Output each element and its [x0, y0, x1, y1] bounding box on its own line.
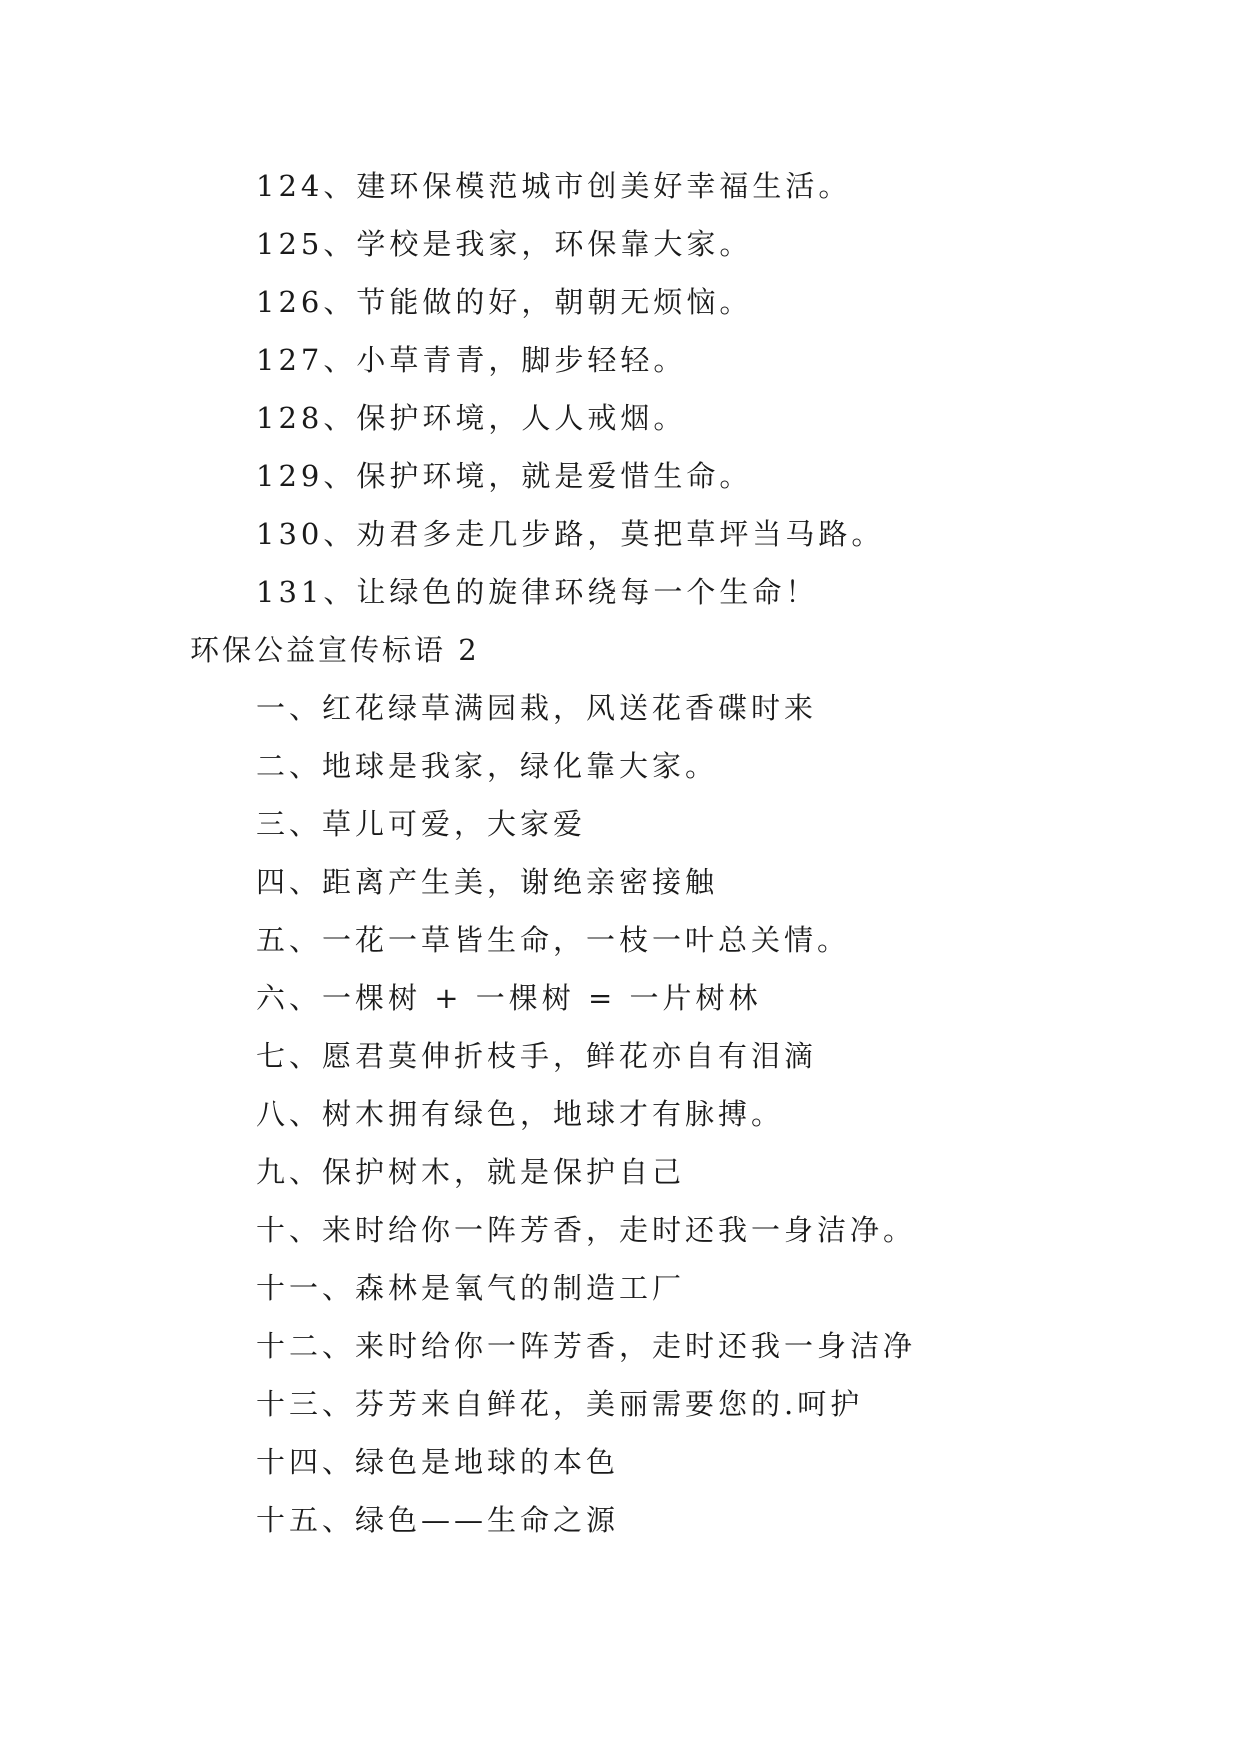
slogan-item-1: 一、红花绿草满园栽，风送花香碟时来 [256, 691, 818, 725]
section-heading: 环保公益宣传标语 2 [190, 633, 480, 667]
slogan-item-15: 十五、绿色——生命之源 [256, 1503, 620, 1537]
slogan-item-11: 十一、森林是氧气的制造工厂 [256, 1271, 686, 1305]
slogan-item-14: 十四、绿色是地球的本色 [256, 1445, 620, 1479]
slogan-item-9: 九、保护树木，就是保护自己 [256, 1155, 686, 1189]
slogan-item-130: 130、劝君多走几步路，莫把草坪当马路。 [256, 517, 885, 551]
slogan-item-2: 二、地球是我家，绿化靠大家。 [256, 749, 719, 783]
slogan-item-129: 129、保护环境，就是爱惜生命。 [256, 459, 753, 493]
slogan-item-12: 十二、来时给你一阵芳香，走时还我一身洁净 [256, 1329, 917, 1363]
slogan-item-3: 三、草儿可爱，大家爱 [256, 807, 587, 841]
slogan-item-124: 124、建环保模范城市创美好幸福生活。 [256, 169, 852, 203]
slogan-item-10: 十、来时给你一阵芳香，走时还我一身洁净。 [256, 1213, 917, 1247]
slogan-item-128: 128、保护环境，人人戒烟。 [256, 401, 687, 435]
slogan-item-8: 八、树木拥有绿色，地球才有脉搏。 [256, 1097, 785, 1131]
slogan-item-131: 131、让绿色的旋律环绕每一个生命！ [256, 575, 819, 609]
slogan-item-6: 六、一棵树 + 一棵树 = 一片树林 [256, 981, 762, 1015]
slogan-item-125: 125、学校是我家，环保靠大家。 [256, 227, 753, 261]
slogan-item-7: 七、愿君莫伸折枝手，鲜花亦自有泪滴 [256, 1039, 818, 1073]
slogan-item-5: 五、一花一草皆生命，一枝一叶总关情。 [256, 923, 851, 957]
slogan-item-126: 126、节能做的好，朝朝无烦恼。 [256, 285, 753, 319]
slogan-item-127: 127、小草青青，脚步轻轻。 [256, 343, 687, 377]
slogan-item-4: 四、距离产生美，谢绝亲密接触 [256, 865, 719, 899]
slogan-item-13: 十三、芬芳来自鲜花，美丽需要您的.呵护 [256, 1387, 864, 1421]
